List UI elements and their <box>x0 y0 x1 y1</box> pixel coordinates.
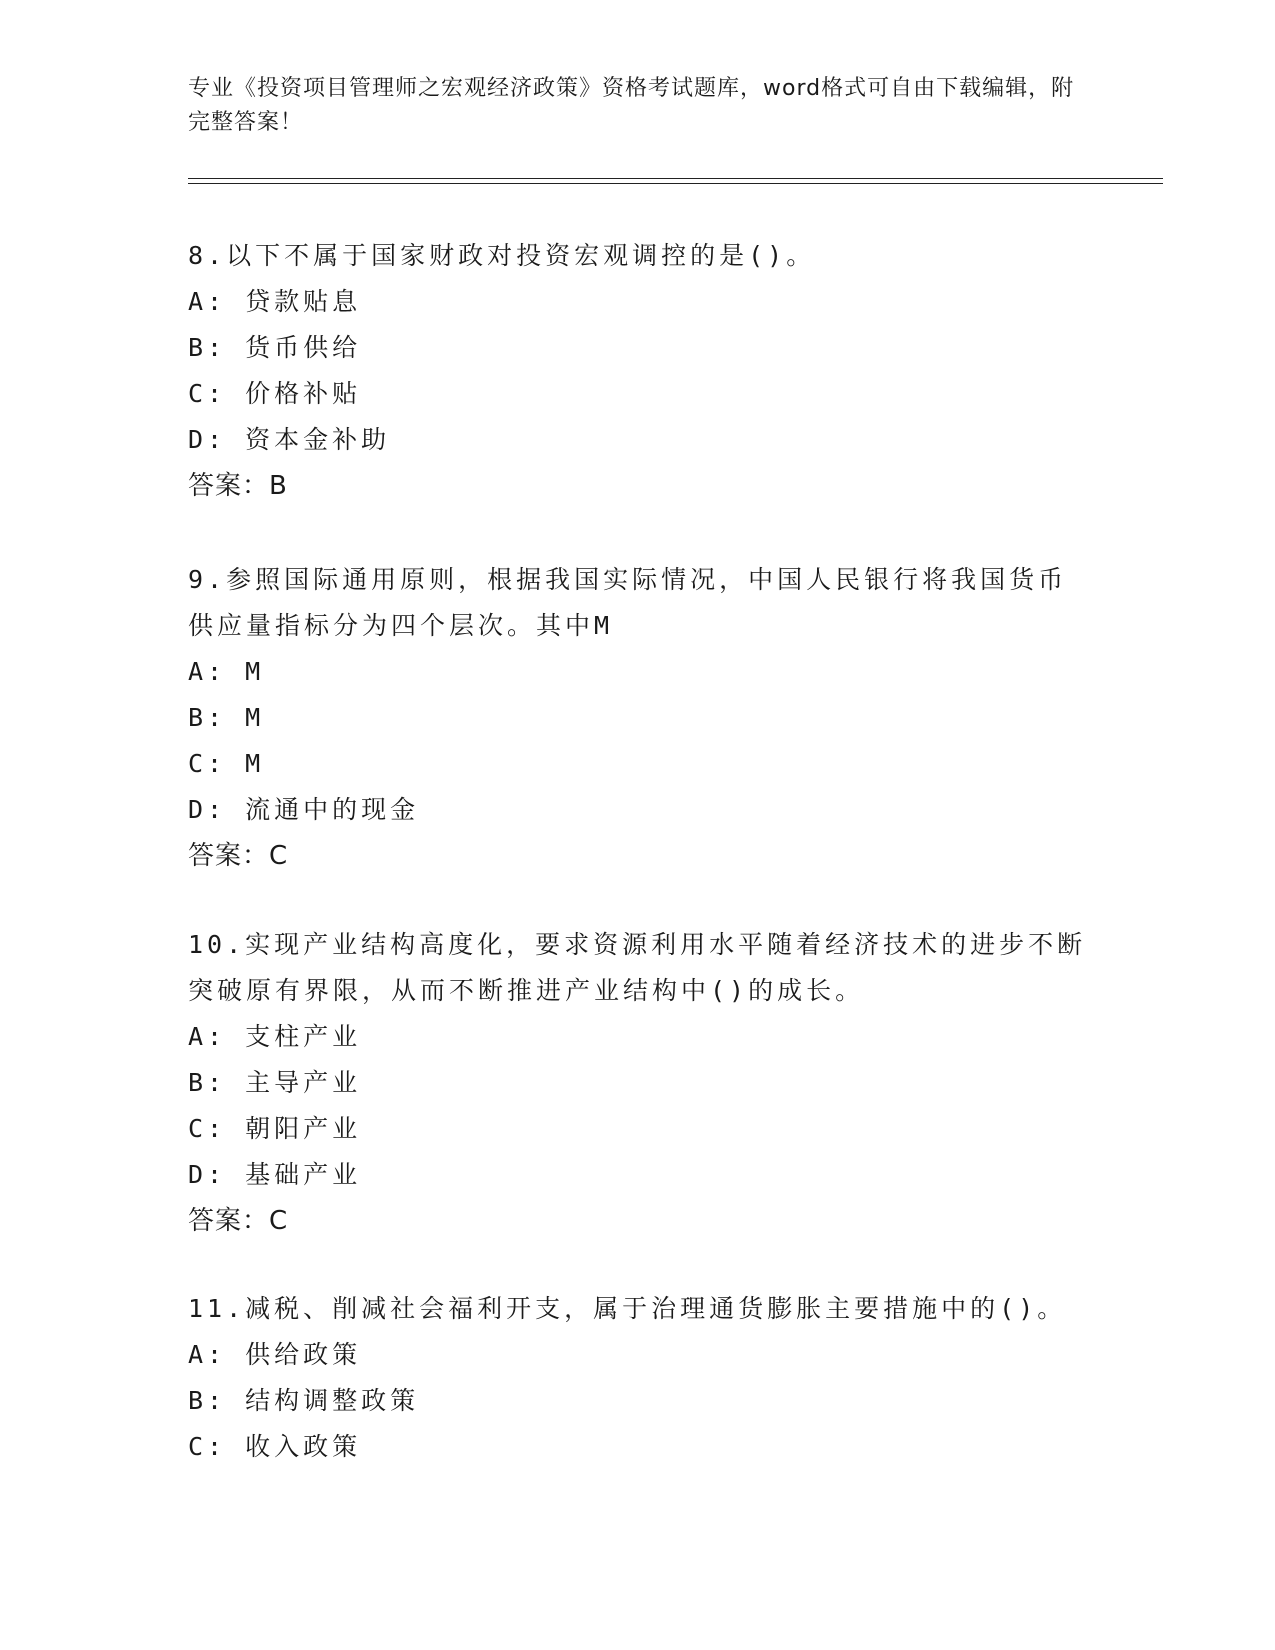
question-stem: 11.减税、削减社会福利开支，属于治理通货膨胀主要措施中的()。 <box>188 1294 1067 1323</box>
option-c: C: 朝阳产业 <box>188 1114 362 1143</box>
question-stem: 9.参照国际通用原则，根据我国实际情况，中国人民银行将我国货币供应量指标分为四个层次。其中M <box>188 565 1068 640</box>
question-11 <box>188 1286 1088 1470</box>
option-b: B: 主导产业 <box>188 1068 362 1097</box>
option-d: D: 基础产业 <box>188 1160 362 1189</box>
option-c: C: 收入政策 <box>188 1432 362 1461</box>
header-divider-top <box>188 178 1163 179</box>
option-b: B: M <box>188 703 265 732</box>
option-a: A: 支柱产业 <box>188 1022 362 1051</box>
document-header: 专业《投资项目管理师之宏观经济政策》资格考试题库，word格式可自由下载编辑，附完整答案！ <box>188 76 1075 135</box>
option-b: B: 货币供给 <box>188 333 362 362</box>
option-a: A: 供给政策 <box>188 1340 362 1369</box>
question-10 <box>188 922 1088 1244</box>
answer: 答案：B <box>188 471 288 501</box>
question-9 <box>188 557 1088 879</box>
answer: 答案：C <box>188 1206 289 1236</box>
question-8 <box>188 233 1088 509</box>
option-b: B: 结构调整政策 <box>188 1386 420 1415</box>
header-divider-bottom <box>188 183 1163 184</box>
option-a: A: 贷款贴息 <box>188 287 362 316</box>
question-stem: 10.实现产业结构高度化，要求资源利用水平随着经济技术的进步不断突破原有界限，从而不断推进产业结构中()的成长。 <box>188 930 1087 1005</box>
question-stem: 8.以下不属于国家财政对投资宏观调控的是()。 <box>188 241 816 270</box>
answer: 答案：C <box>188 841 289 871</box>
option-d: D: 流通中的现金 <box>188 795 420 824</box>
option-c: C: M <box>188 749 265 778</box>
option-a: A: M <box>188 657 265 686</box>
option-d: D: 资本金补助 <box>188 425 391 454</box>
option-c: C: 价格补贴 <box>188 379 362 408</box>
